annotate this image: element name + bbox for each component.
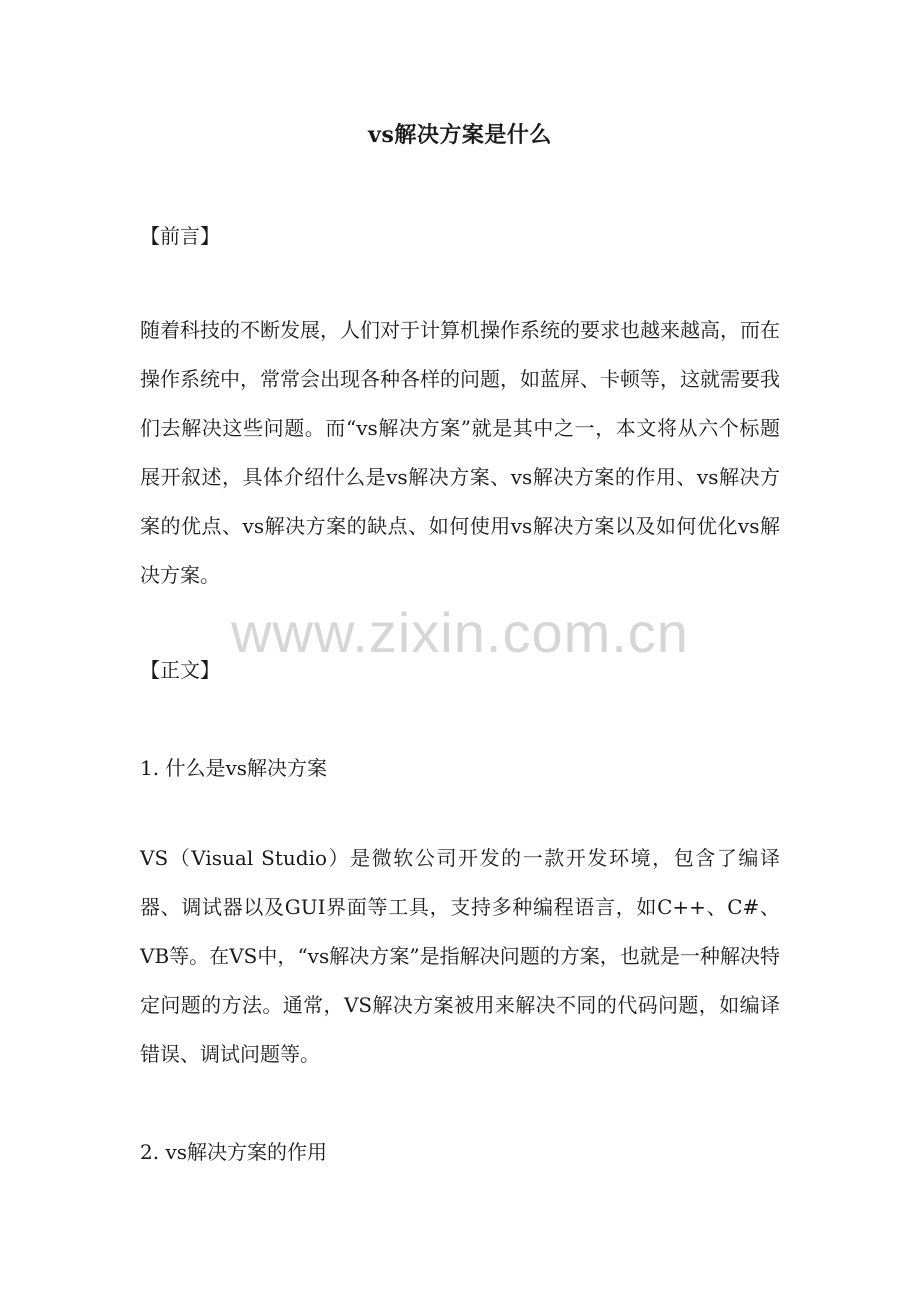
watermark: www.zixin.com.cn (231, 601, 689, 664)
body-heading: 【正文】 (140, 658, 220, 682)
section-1-title: 1. 什么是vs解决方案 (140, 756, 328, 780)
section-2-title: 2. vs解决方案的作用 (140, 1140, 328, 1164)
preface-heading: 【前言】 (140, 224, 220, 248)
preface-paragraph: 随着科技的不断发展，人们对于计算机操作系统的要求也越来越高，而在操作系统中，常常会出现各种各样的问题，如蓝屏、卡顿等，这就需要我们去解决这些问题。而“vs解决方案”就是其中之一，本文将从六个标题展开叙述，具体介绍什么是vs解决方案、vs解决方案的作用、vs解决方案的优点、vs解决方案的缺点、如何使用vs解决方案以及如何优化vs解决方案。 (140, 318, 780, 587)
section-1-paragraph: VS（Visual Studio）是微软公司开发的一款开发环境，包含了编译器、调试器以及GUI界面等工具，支持多种编程语言，如C++、C#、VB等。在VS中，“vs解决方案”是指解决问题的方案，也就是一种解决特定问题的方法。通常，VS解决方案被用来解决不同的代码问题，如编译错误、调试问题等。 (140, 846, 780, 1066)
document-title: vs解决方案是什么 (368, 122, 552, 148)
